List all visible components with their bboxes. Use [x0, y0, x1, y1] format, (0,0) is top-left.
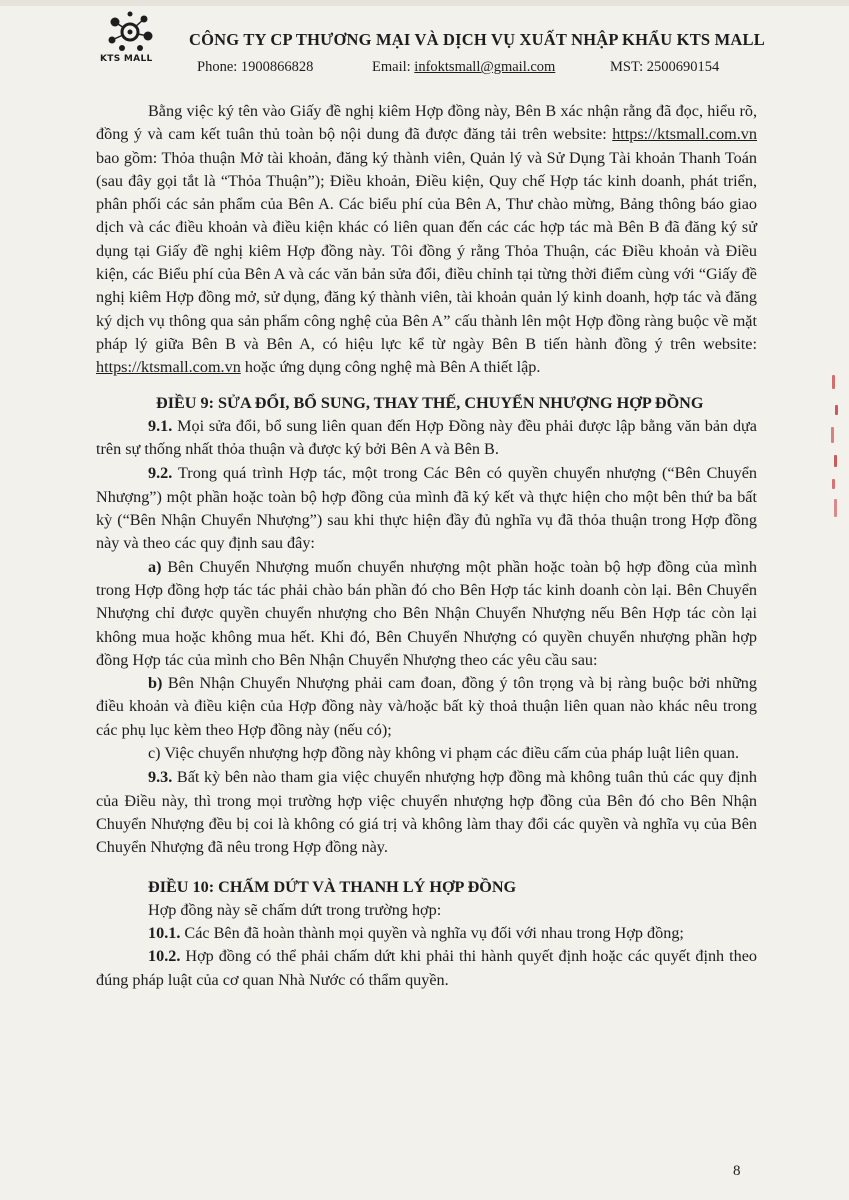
clause-number: 9.3. [148, 768, 173, 787]
stamp-mark [832, 479, 835, 489]
email-label: Email: [372, 59, 411, 75]
company-name: CÔNG TY CP THƯƠNG MẠI VÀ DỊCH VỤ XUẤT NHẬP KHẨU KTS MALL [189, 30, 765, 49]
clause-9-3 [96, 766, 757, 859]
stamp-mark [832, 375, 835, 389]
item-label: a) [148, 557, 162, 576]
item-text: Bên Nhận Chuyển Nhượng phải cam đoan, đồng ý tôn trọng và bị ràng buộc bởi những điều khoản và điều kiện của Hợp đồng này và/hoặc bất kỳ thoả thuận liên quan nào khác nêu trong các phụ lục kèm theo Hợp đồng này (nếu có); [96, 674, 757, 739]
clause-9-2-c: c) Việc chuyển nhượng hợp đồng này không vi phạm các điều cấm của pháp luật liên quan. [148, 744, 740, 763]
logo-icon [98, 10, 162, 56]
clause-9-2-b [96, 672, 757, 742]
phone-number: 1900866828 [240, 59, 314, 75]
clause-text: Mọi sửa đổi, bổ sung liên quan đến Hợp Đồng này đều phải được lập bằng văn bản dựa trên sự thống nhất thỏa thuận và được ký bởi Bên A và Bên B. [96, 416, 757, 459]
logo-text: KTS MALL [100, 54, 153, 64]
header-email [372, 59, 555, 76]
mst-number: 2500690154 [646, 59, 720, 75]
margin-stamp-marks [828, 375, 842, 535]
clause-number: 9.1. [148, 416, 173, 435]
intro-text-a: Bằng việc ký tên vào Giấy đề nghị kiêm Hợp đồng này, Bên B xác nhận rằng đã đọc, hiểu rõ, đồng ý và cam kết tuân thủ toàn bộ nội dung đã được đăng tải trên website: [96, 102, 757, 144]
header-phone [197, 59, 313, 76]
header-tax-code [610, 59, 719, 76]
intro-paragraph [96, 100, 757, 380]
page-number: 8 [733, 1163, 741, 1179]
stamp-mark [834, 455, 837, 467]
article-9-heading: ĐIỀU 9: SỬA ĐỔI, BỔ SUNG, THAY THẾ, CHUYỂN NHƯỢNG HỢP ĐỒNG [156, 393, 704, 412]
clause-number: 10.1. [148, 924, 181, 943]
clause-9-2-a [96, 556, 757, 672]
article-10-heading: ĐIỀU 10: CHẤM DỨT VÀ THANH LÝ HỢP ĐỒNG [148, 877, 517, 896]
email-link[interactable]: infoktsmall@gmail.com [414, 59, 556, 75]
clause-text: Các Bên đã hoàn thành mọi quyền và nghĩa vụ đối với nhau trong Hợp đồng; [180, 924, 684, 943]
stamp-mark [834, 499, 837, 517]
article-10-intro: Hợp đồng này sẽ chấm dứt trong trường hợp: [148, 900, 442, 919]
clause-text: Bất kỳ bên nào tham gia việc chuyển nhượng hợp đồng mà không tuân thủ các quy định của Điều này, thì trong mọi trường hợp việc chuyển nhượng hợp đồng của Bên đó cho Bên Nhận Chuyển Nhượng đều bị coi là không có giá trị và không làm thay đổi các quyền và nghĩa vụ của Bên Chuyển Nhượng đã nêu trong Hợp đồng này. [96, 768, 757, 857]
item-text: Bên Chuyển Nhượng muốn chuyển nhượng một phần hoặc toàn bộ hợp đồng của mình trong Hợp đồng hợp tác tác phải chào bán phần đó cho Bên Hợp tác kinh doanh còn lại. Bên Chuyển Nhượng chỉ được quyền chuyển nhượng cho Bên Nhận Chuyển Nhượng nếu Bên Hợp tác còn lại không mua hoặc không mua hết. Khi đó, Bên Chuyển Nhượng có quyền chuyển nhượng phần hợp đồng Hợp tác của mình cho Bên Nhận Chuyển Nhượng theo các yêu cầu sau: [96, 557, 757, 669]
intro-text-b: bao gồm: Thỏa thuận Mở tài khoản, đăng ký thành viên, Quản lý và Sử Dụng Tài khoản Thanh Toán (sau đây gọi tắt là “Thỏa Thuận”); Điều khoản, Điều kiện, Quy chế Hợp tác kinh doanh, phát triển, phân phối các sản phẩm của Bên A. Các biểu phí của Bên A, Thư chào mừng, Bảng thông báo giao dịch và các điều khoản và điều kiện khác có liên quan đến các các hợp tác mà Bên B đã đăng ký sử dụng tại Giấy đề nghị kiêm Hợp đồng này. Tôi đồng ý rằng Thỏa Thuận, các Điều khoản và Điều kiện, các Biểu phí của Bên A và các văn bản sửa đổi, điều chỉnh tại từng thời điểm cùng với “Giấy đề nghị kiêm Hợp đồng mở, sử dụng, đăng ký thành viên, tài khoản quản lý kinh doanh, hợp tác và đăng ký dịch vụ thông qua sản phẩm công nghệ của Bên A” cấu thành lên một Hợp đồng ràng buộc về mặt pháp lý giữa Bên B và Bên A, có hiệu lực kể từ ngày Bên B tiến hành đồng ý trên website: [96, 148, 757, 353]
scan-top-edge [0, 0, 849, 6]
clause-text: Hợp đồng có thể phải chấm dứt khi phải thi hành quyết định hoặc các quyết định theo đúng pháp luật của cơ quan Nhà Nước có thẩm quyền. [96, 947, 757, 989]
item-label: b) [148, 674, 163, 693]
clause-number: 9.2. [148, 464, 173, 483]
intro-text-c: hoặc ứng dụng công nghệ mà Bên A thiết lập. [240, 358, 541, 377]
phone-label: Phone: [197, 59, 238, 75]
clause-9-1 [96, 415, 757, 462]
mst-label: MST: [610, 59, 644, 75]
clause-9-2 [96, 462, 757, 555]
stamp-mark [835, 405, 838, 415]
clause-10-1 [96, 922, 757, 945]
stamp-mark [831, 427, 834, 443]
document-body [96, 100, 757, 992]
website-link-1[interactable]: https://ktsmall.com.vn [612, 125, 757, 144]
clause-text: Trong quá trình Hợp tác, một trong Các Bên có quyền chuyển nhượng (“Bên Chuyển Nhượng”) một phần hoặc toàn bộ hợp đồng của mình đã ký kết và thực hiện cho một bên thứ ba bất kỳ (“Bên Nhận Chuyển Nhượng”) sau khi thực hiện đầy đủ nghĩa vụ đã thỏa thuận trong Hợp đồng này và theo các quy định sau đây: [96, 464, 757, 553]
clause-number: 10.2. [148, 947, 181, 966]
clause-10-2 [96, 945, 757, 992]
website-link-2[interactable]: https://ktsmall.com.vn [96, 358, 241, 377]
